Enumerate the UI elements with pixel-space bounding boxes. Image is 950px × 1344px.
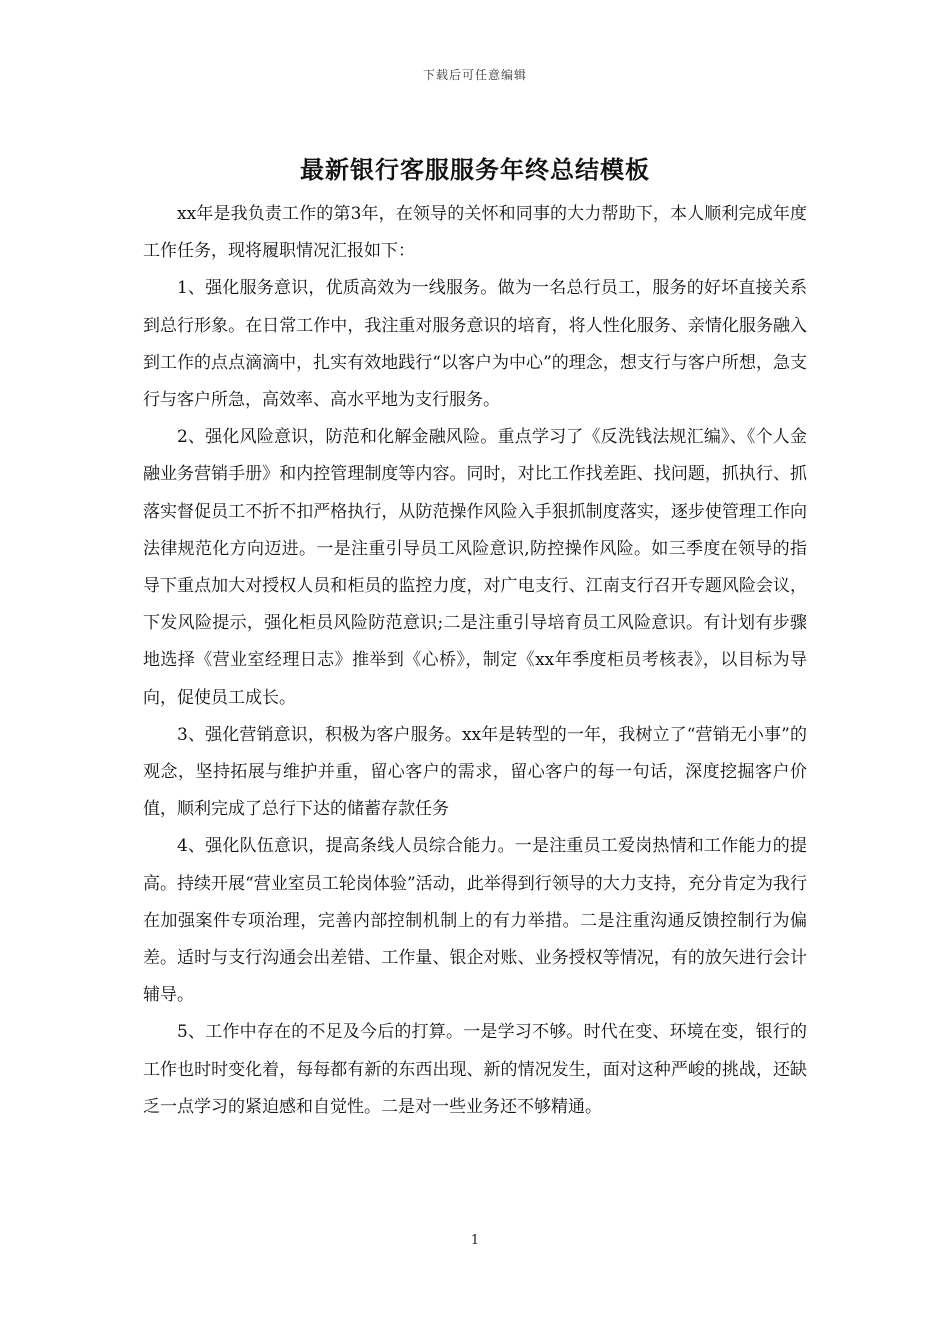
paragraph-marketing-awareness: 3、强化营销意识，积极为客户服务。xx年是转型的一年，我树立了“营销无小事”的观念，坚持拓展与维护并重，留心客户的需求，留心客户的每一句话，深度挖掘客户价值，顺利完成了总行下达的储蓄存款任务 — [143, 724, 807, 820]
paragraph-risk-awareness: 2、强化风险意识，防范和化解金融风险。重点学习了《反洗钱法规汇编》、《个人金融业务营销手册》和内控管理制度等内容。同时，对比工作找差距、找问题，抓执行、抓落实督促员工不折不扣严格执行，从防范操作风险入手狠抓制度落实，逐步使管理工作向法律规范化方向迈进。一是注重引导员工风险意识,防控操作风险。如三季度在领导的指导下重点加大对授权人员和柜员的监控力度，对广电支行、江南支行召开专题风险会议，下发风险提示，强化柜员风险防范意识;二是注重引导培育员工风险意识。有计划有步骤地选择《营业室经理日志》推举到《心桥》，制定《xx年季度柜员考核表》，以目标为导向，促使员工成长。 — [143, 427, 807, 708]
paragraph-team-awareness: 4、强化队伍意识，提高条线人员综合能力。一是注重员工爱岗热情和工作能力的提高。持续开展“营业室员工轮岗体验”活动，此举得到行领导的大力支持，充分肯定为我行在加强案件专项治理，完善内部控制机制上的有力举措。二是注重沟通反馈控制行为偏差。适时与支行沟通会出差错、工作量、银企对账、业务授权等情况，有的放矢进行会计辅导。 — [143, 836, 807, 1006]
page-header: 下载后可任意编辑 — [422, 68, 527, 82]
page-number: 1 — [470, 1233, 480, 1248]
paragraph-shortcomings: 5、工作中存在的不足及今后的打算。一是学习不够。时代在变、环境在变，银行的工作也时时变化着，每每都有新的东西出现、新的情况发生，面对这种严峻的挑战，还缺乏一点学习的紧迫感和自觉性。二是对一些业务还不够精通。 — [143, 1022, 807, 1117]
paragraph-intro: xx年是我负责工作的第3年，在领导的关怀和同事的大力帮助下，本人顺利完成年度工作任务，现将履职情况汇报如下： — [143, 204, 807, 262]
document-title: 最新银行客服服务年终总结模板 — [300, 155, 650, 184]
paragraph-service-awareness: 1、强化服务意识，优质高效为一线服务。做为一名总行员工，服务的好坏直接关系到总行形象。在日常工作中，我注重对服务意识的培育，将人性化服务、亲情化服务融入到工作的点点滴滴中，扎实有效地践行“以客户为中心”的理念，想支行与客户所想，急支行与客户所急，高效率、高水平地为支行服务。 — [143, 278, 807, 411]
document-body — [143, 196, 807, 1126]
